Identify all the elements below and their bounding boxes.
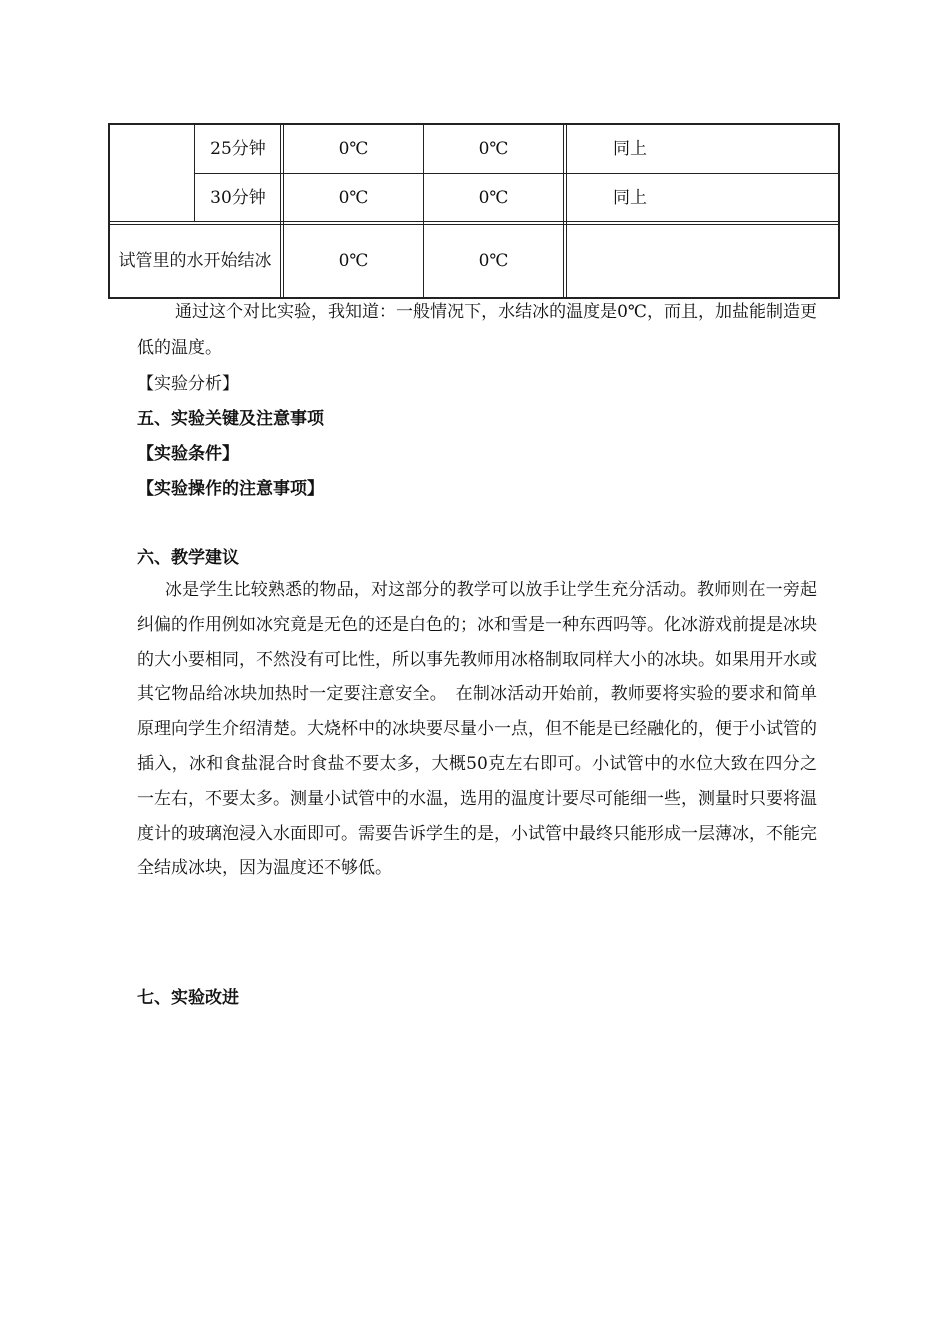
table-row-2-col-b: 0℃ <box>478 187 509 208</box>
section-6-title: 六、教学建议 <box>137 548 239 568</box>
section-7-title: 七、实验改进 <box>137 988 239 1008</box>
table-row-1-time: 25分钟 <box>210 139 266 159</box>
table-row-2-time: 30分钟 <box>210 187 266 208</box>
table-last-row-label: 试管里的水开始结冰 <box>118 250 272 271</box>
table-row-2-col-a: 0℃ <box>338 187 369 208</box>
table-last-row-note <box>567 225 838 297</box>
table-last-row-col-b: 0℃ <box>478 251 509 271</box>
precautions-label: 【实验操作的注意事项】 <box>137 479 324 499</box>
table-last-row-col-a: 0℃ <box>338 251 369 271</box>
table-row-1-col-b: 0℃ <box>478 139 509 159</box>
section-5-title: 五、实验关键及注意事项 <box>137 409 324 429</box>
table-row-2-note: 同上 <box>613 187 647 208</box>
conclusion-paragraph: 通过这个对比实验，我知道：一般情况下，水结冰的温度是0℃，而且，加盐能制造更低的温度。 <box>137 302 817 358</box>
table-row-1-col-a: 0℃ <box>338 139 369 159</box>
teaching-suggestion-paragraph: 冰是学生比较熟悉的物品，对这部分的教学可以放手让学生充分活动。教师则在一旁起纠偏的作用例如冰究竟是无色的还是白色的；冰和雪是一种东西吗等。化冰游戏前提是冰块的大小要相同，不然没有可比性，所以事先教师用冰格制取同样大小的冰块。如果用开水或其它物品给冰块加热时一定要注意安全。 在制冰活动开始前，教师要将实验的要求和简单原理向学生介绍清楚。大烧杯中的冰块要尽量小一点，但不能是已经融化的，便于小试管的插入，冰和食盐混合时食盐不要太多，大概50克左右即可。小试管中的水位大致在四分之一左右，不要太多。测量小试管中的水温，选用的温度计要尽可能细一些，测量时只要将温度计的玻璃泡浸入水面即可。需要告诉学生的是，小试管中最终只能形成一层薄冰，不能完全结成冰块，因为温度还不够低。 <box>137 580 817 879</box>
temperature-table <box>108 123 840 299</box>
table-row-1-note: 同上 <box>613 139 647 159</box>
experiment-conditions-label: 【实验条件】 <box>137 444 239 464</box>
experiment-analysis-label: 【实验分析】 <box>137 374 239 394</box>
